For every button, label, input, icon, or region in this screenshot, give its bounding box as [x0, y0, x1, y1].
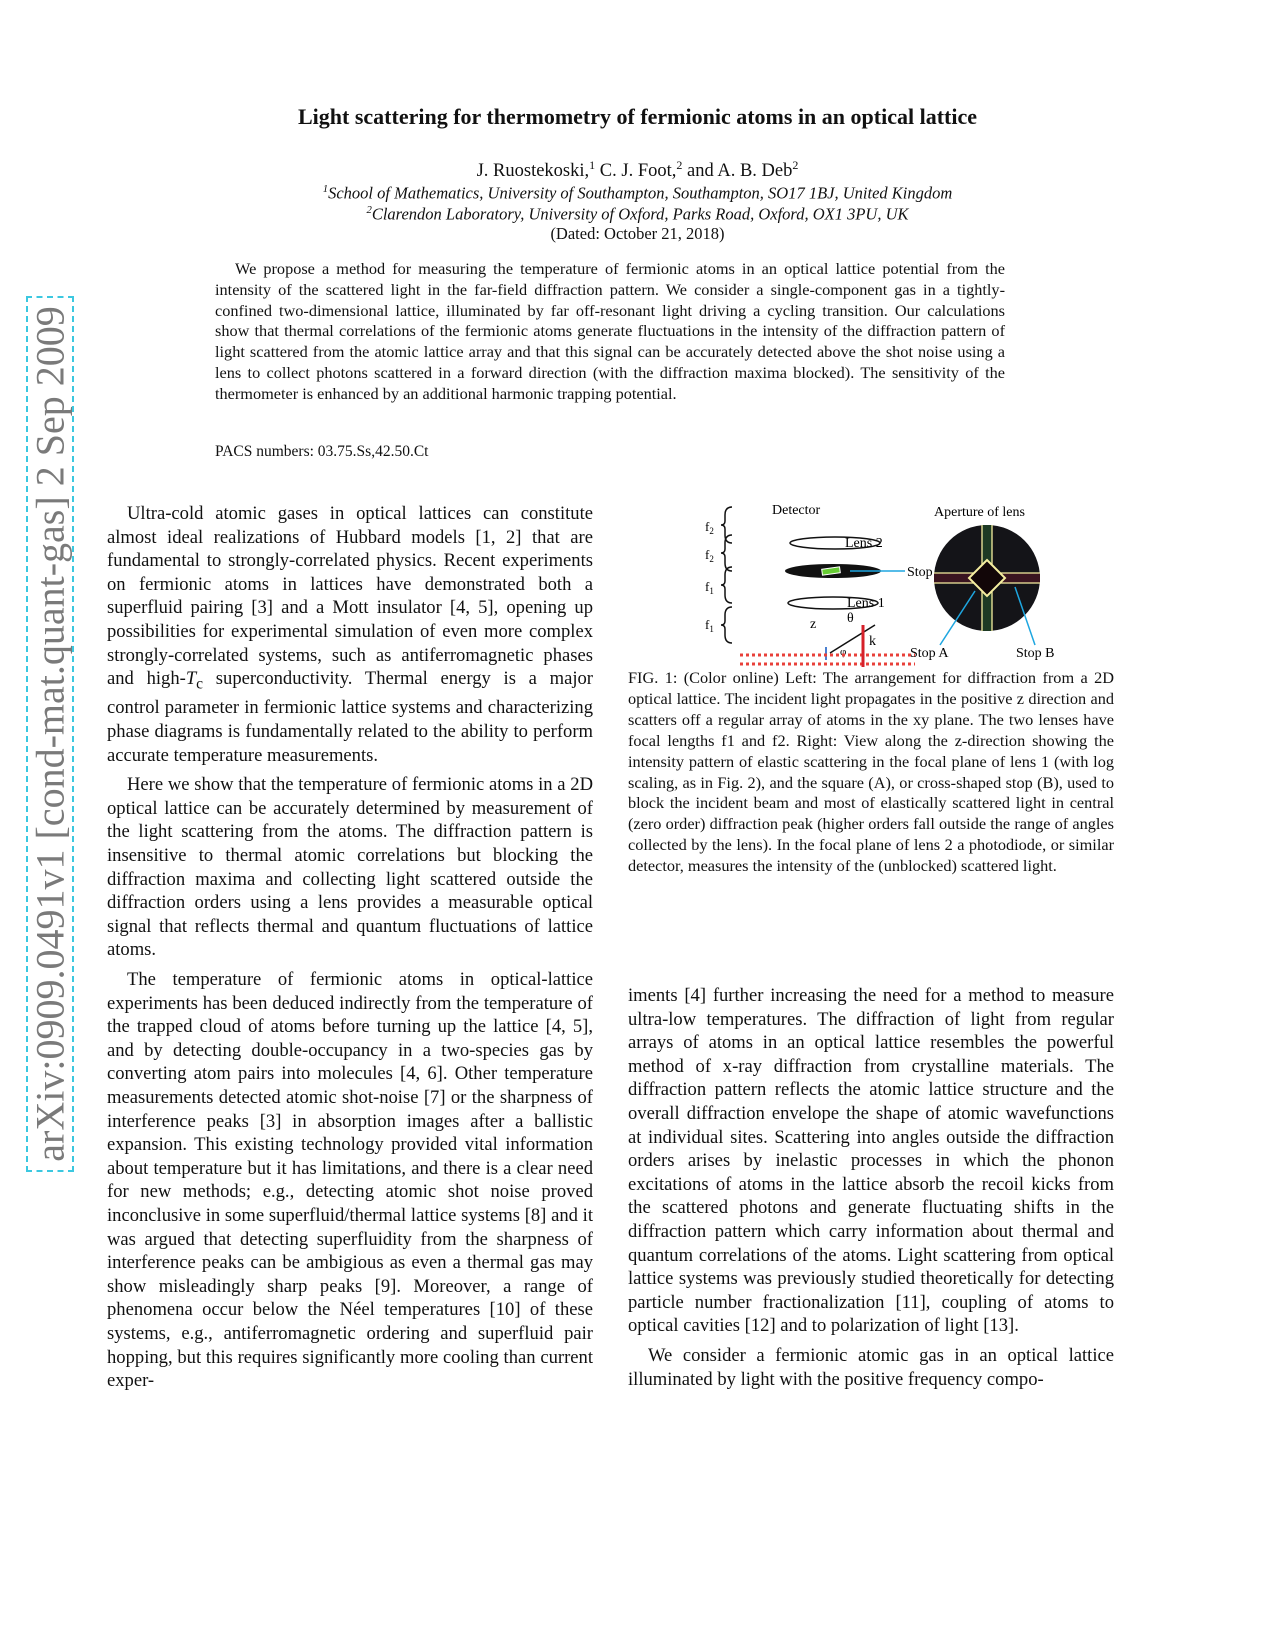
- left-column: [107, 502, 593, 1399]
- label-z: z: [810, 617, 817, 632]
- math-subscript: c: [196, 675, 204, 693]
- label-aperture: Aperture of lens: [934, 505, 1025, 520]
- paper-title: Light scattering for thermometry of fermionic atoms in an optical lattice: [298, 104, 977, 129]
- author-affiliation-mark: 2: [676, 158, 683, 172]
- author-affiliation-mark: 1: [589, 158, 596, 172]
- abstract: We propose a method for measuring the temperature of fermionic atoms in an optical lattice potential from the intensity of the scattered light in the far-field diffraction pattern. We consider a single-component gas in a tightly-confined two-dimensional lattice, illuminated by far off-resonant light driving a cycling transition. Our calculations show that thermal correlations of the fermionic atoms generate fluctuations in the intensity of the diffraction pattern of light scattered from the atomic lattice array and that this signal can be accurately detected above the shot noise using a lens to collect photons scattered in a forward direction (with the diffraction maxima blocked). The sensitivity of the thermometer is enhanced by an additional harmonic trapping potential.: [215, 259, 1005, 403]
- paragraph: [107, 502, 593, 767]
- affiliation-number: 1: [322, 183, 329, 195]
- affiliation-text: School of Mathematics, University of Southampton, Southampton, SO17 1BJ, United Kingdom: [328, 183, 953, 203]
- paragraph: Here we show that the temperature of fermionic atoms in a 2D optical lattice can be accurately determined by measurement of the light scattering from the atoms. The diffraction pattern is insensitive to thermal atomic correlations but blocking the diffraction maxima and collecting light scattered outside the diffraction orders using a lens provides a measurable optical signal that reflects thermal and quantum fluctuations of lattice atoms.: [107, 774, 593, 961]
- label-stop-b: Stop B: [1016, 646, 1055, 661]
- pacs-numbers: PACS numbers: 03.75.Ss,42.50.Ct: [215, 443, 429, 460]
- right-column: [628, 984, 1114, 1397]
- label-detector: Detector: [772, 503, 821, 518]
- affiliation-text: Clarendon Laboratory, University of Oxford, Parks Road, Oxford, OX1 3PU, UK: [371, 204, 909, 224]
- braces: [721, 507, 732, 643]
- svg-text:f2: $f_2$: [705, 547, 714, 564]
- svg-text:f2: $f_2$: [705, 519, 714, 536]
- label-stop-a: Stop A: [910, 646, 949, 661]
- affiliation: [0, 183, 1275, 204]
- author-list: [0, 158, 1275, 182]
- label-lens-2: Lens 2: [845, 536, 883, 551]
- date-line: (Dated: October 21, 2018): [550, 224, 725, 243]
- author: J. Ruostekoski,: [476, 161, 590, 182]
- label-k: k: [869, 634, 876, 649]
- focal-length-labels: [705, 519, 714, 634]
- paragraph: We consider a fermionic atomic gas in an optical lattice illuminated by light with the positive frequency compo-: [628, 1344, 1114, 1390]
- label-phi: φ: [840, 646, 847, 658]
- arxiv-stamp[interactable]: [26, 296, 74, 1172]
- affiliation-number: 2: [366, 204, 372, 216]
- author: C. J. Foot,: [599, 161, 677, 182]
- author: and A. B. Deb: [687, 161, 793, 182]
- paragraph: The temperature of fermionic atoms in optical-lattice experiments has been deduced indirectly from the temperature of the trapped cloud of atoms before turning up the lattice [4, 5], and by detecting double-occupancy in a two-species gas by converting atom pairs into molecules [4, 6]. Other temperature measurements detected atomic shot-noise [7] or the sharpness of interference peaks [3] in absorption images after a ballistic expansion. This existing technology provided vital information about temperature but it has limitations, and there is a clear need for new methods; e.g., detecting atomic shot noise proved inconclusive in some superfluid/thermal lattice systems [8] and it was argued that detecting superfluidity from the sharpness of interference peaks can be ambigious as even a thermal gas may show misleadingly sharp peaks [9]. Moreover, a range of phenomena occur below the Néel temperatures [10] of these systems, e.g., antiferromagnetic ordering and superfluid pair hopping, but this requires significantly more cooling than current exper-: [107, 969, 593, 1392]
- svg-text:f1: $f_1$: [705, 579, 714, 596]
- label-stop: Stop: [907, 565, 933, 580]
- label-lens-1: Lens 1: [847, 596, 885, 611]
- label-theta: θ: [847, 611, 854, 626]
- svg-text:f1: $f_1$: [705, 617, 714, 634]
- figure-1: [690, 495, 1090, 670]
- author-affiliation-mark: 2: [792, 158, 799, 172]
- figure-caption: FIG. 1: (Color online) Left: The arrangement for diffraction from a 2D optical lattice. The incident light propagates in the positive z direction and scatters off a regular array of atoms in the xy plane. The two lenses have focal lengths f1 and f2. Right: View along the z-direction showing the intensity pattern of elastic scattering in the focal plane of lens 1 (with log scaling, as in Fig. 2), and the square (A), or cross-shaped stop (B), used to block the incident beam and most of elastically scattered light in central (zero order) diffraction peak (higher orders fall outside the range of angles collected by the lens). In the focal plane of lens 2 a photodiode, or similar detector, measures the intensity of the (unblocked) scattered light.: [628, 668, 1114, 876]
- affiliation: [0, 204, 1275, 225]
- arxiv-id: arXiv:0909.0491v1 [cond-mat.quant-gas] 2 Sep 2009: [27, 306, 73, 1162]
- paragraph: iments [4] further increasing the need for a method to measure ultra-low temperatures. The diffraction of light from regular arrays of atoms in an optical lattice resembles the powerful method of x-ray diffraction from crystalline materials. The diffraction pattern reflects the atomic lattice structure and the overall diffraction envelope the shape of atomic wavefunctions at individual sites. Scattering into angles outside the diffraction orders arises by inelastic processes in which the phonon excitations of atoms in the lattice absorb the recoil kicks from the scattered photons and generate fluctuating shifts in the diffraction pattern which carry information about thermal and quantum correlations of the atoms. Light scattering from optical lattice systems was previously studied theoretically for detecting particle number fractionalization [11], coupling of atoms to optical cavities [12] and to polarization of light [13].: [628, 985, 1114, 1337]
- math-symbol: T: [185, 668, 197, 690]
- paragraph-text: superconductivity. Thermal energy is a major control parameter in fermionic lattice systems and characterizing phase diagrams is fundamentally related to the ability to perform accurate temperature measurements.: [107, 668, 593, 766]
- paragraph-text: Ultra-cold atomic gases in optical lattices can constitute almost ideal realizations of Hubbard models [1, 2] that are fundamental to strongly-correlated physics. Recent experiments on fermionic atoms in lattices have demonstrated both a superfluid pairing [3] and a Mott insulator [4, 5], opening up possibilities for experimental simulation of even more complex strongly-correlated systems, such as antiferromagnetic phases and high-: [107, 503, 593, 690]
